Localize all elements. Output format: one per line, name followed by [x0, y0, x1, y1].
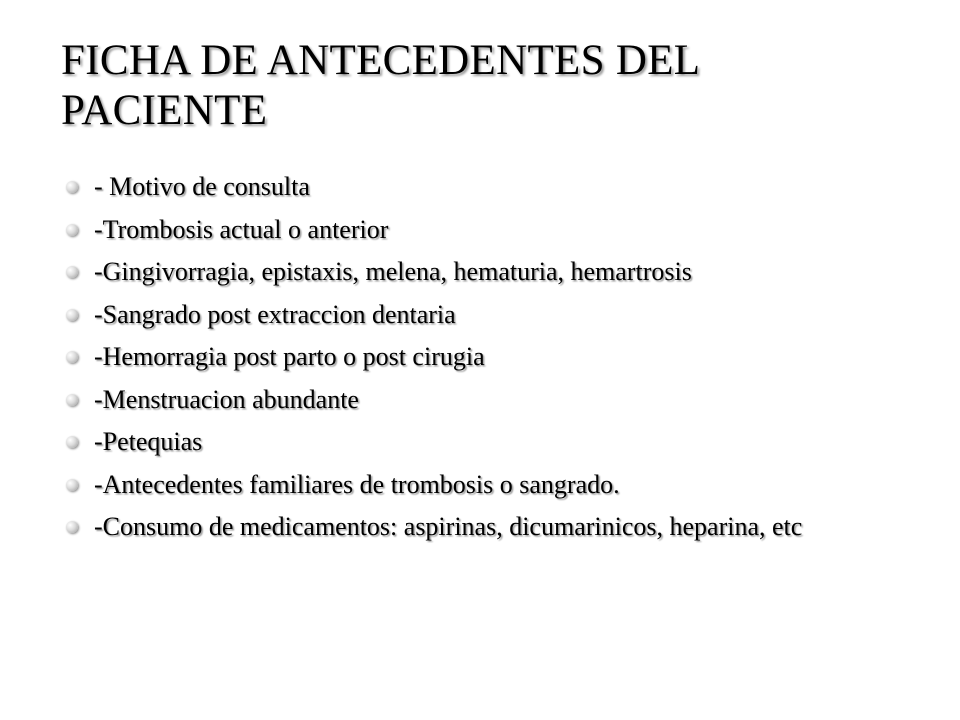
- bullet-dot-icon: [66, 181, 78, 193]
- list-item-text: -Hemorragia post parto o post cirugia: [94, 342, 485, 371]
- list-item: [66, 427, 926, 457]
- bullet-dot-icon: [66, 521, 78, 533]
- list-item: [66, 172, 926, 202]
- bullet-dot-icon: [66, 436, 78, 448]
- bullet-dot-icon: [66, 266, 78, 278]
- bullet-dot-icon: [66, 394, 78, 406]
- list-item: [66, 512, 926, 542]
- bullet-list: [66, 172, 926, 555]
- list-item: [66, 257, 926, 287]
- list-item: [66, 470, 926, 500]
- list-item: [66, 215, 926, 245]
- bullet-dot-icon: [66, 224, 78, 236]
- list-item-text: -Antecedentes familiares de trombosis o sangrado.: [94, 469, 620, 499]
- list-item-text: - Motivo de consulta: [94, 172, 310, 201]
- slide-title: FICHA DE ANTECEDENTES DEL PACIENTE: [61, 37, 699, 134]
- bullet-dot-icon: [66, 309, 78, 321]
- list-item: [66, 300, 926, 330]
- list-item: [66, 342, 926, 372]
- list-item-text: -Trombosis actual o anterior: [94, 214, 389, 244]
- list-item-text: -Gingivorragia, epistaxis, melena, hematuria, hemartrosis: [94, 257, 692, 286]
- list-item-text: -Menstruacion abundante: [94, 384, 359, 414]
- bullet-dot-icon: [66, 351, 78, 363]
- bullet-dot-icon: [66, 479, 78, 491]
- list-item-text: -Consumo de medicamentos: aspirinas, dicumarinicos, heparina, etc: [94, 512, 803, 541]
- list-item-text: -Petequias: [94, 427, 203, 456]
- list-item: [66, 385, 926, 415]
- list-item-text: -Sangrado post extraccion dentaria: [94, 299, 456, 329]
